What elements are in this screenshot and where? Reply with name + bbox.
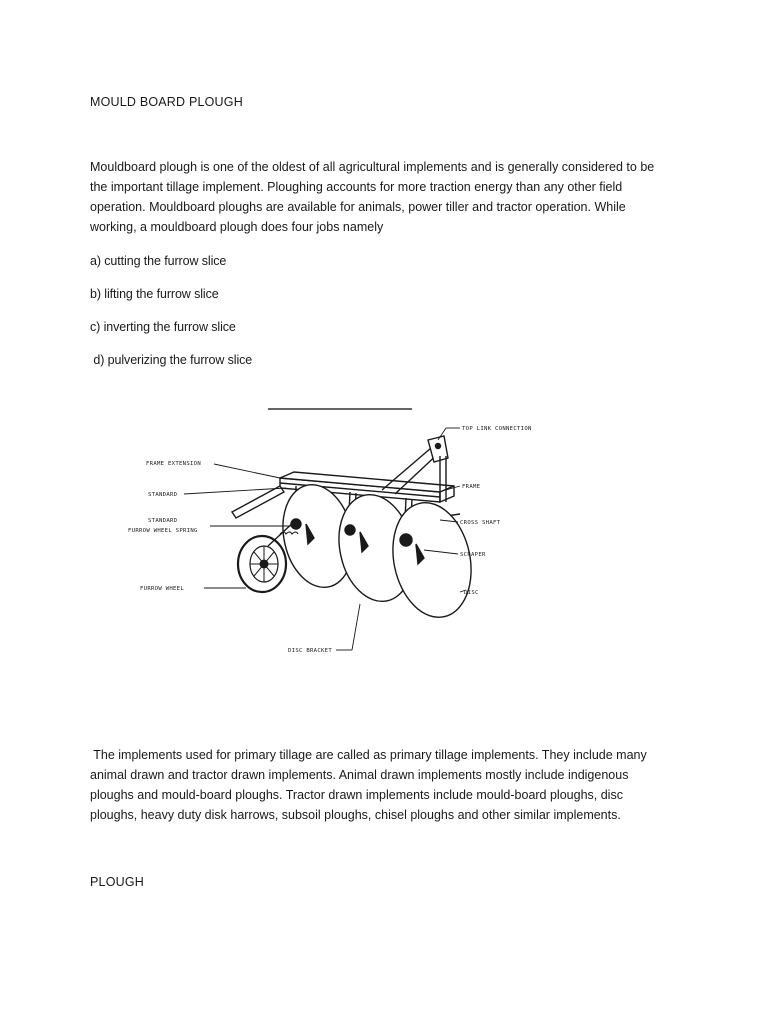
intro-line: operation. Mouldboard ploughs are available for animals, power tiller and tractor operation. While	[90, 200, 626, 214]
body-line: ploughs, heavy duty disk harrows, subsoil ploughs, chisel ploughs and other similar implements.	[90, 808, 621, 822]
label-cross-shaft: CROSS SHAFT	[460, 520, 501, 526]
label-standard: STANDARD	[148, 492, 178, 498]
intro-paragraph	[90, 157, 690, 237]
label-disc: DISC	[464, 590, 479, 596]
body-line: The implements used for primary tillage are called as primary tillage implements. They include many	[90, 748, 647, 762]
disc-plough-diagram	[120, 402, 540, 660]
job-item-cutting: a) cutting the furrow slice	[90, 254, 227, 268]
label-frame-extension: FRAME EXTENSION	[146, 461, 202, 467]
job-item-pulverizing: d) pulverizing the furrow slice	[90, 353, 253, 367]
body-paragraph	[90, 745, 690, 825]
body-line: animal drawn and tractor drawn implements. Animal drawn implements mostly include indigenous	[90, 768, 629, 782]
intro-line: working, a mouldboard plough does four jobs namely	[90, 220, 384, 234]
job-item-lifting: b) lifting the furrow slice	[90, 287, 219, 301]
label-standard-2: STANDARD	[148, 518, 178, 524]
intro-line: Mouldboard plough is one of the oldest of all agricultural implements and is generally considered to be	[90, 160, 655, 174]
label-furrow-wheel: FURROW WHEEL	[140, 586, 185, 592]
section-heading-plough: PLOUGH	[90, 875, 144, 889]
label-disc-bracket: DISC BRACKET	[288, 648, 333, 654]
body-line: ploughs and mould-board ploughs. Tractor drawn implements include mould-board ploughs, disc	[90, 788, 623, 802]
plough-discs	[274, 478, 481, 625]
label-frame: FRAME	[462, 484, 481, 490]
intro-line: the important tillage implement. Ploughing accounts for more traction energy than any other field	[90, 180, 623, 194]
document-title: MOULD BOARD PLOUGH	[90, 95, 243, 109]
disc-plough-drawing	[120, 402, 540, 660]
label-furrow-wheel-spring: FURROW WHEEL SPRING	[128, 528, 198, 534]
label-top-link-connection: TOP LINK CONNECTION	[462, 426, 532, 432]
job-item-inverting: c) inverting the furrow slice	[90, 320, 236, 334]
label-scraper: SCRAPER	[460, 552, 486, 558]
